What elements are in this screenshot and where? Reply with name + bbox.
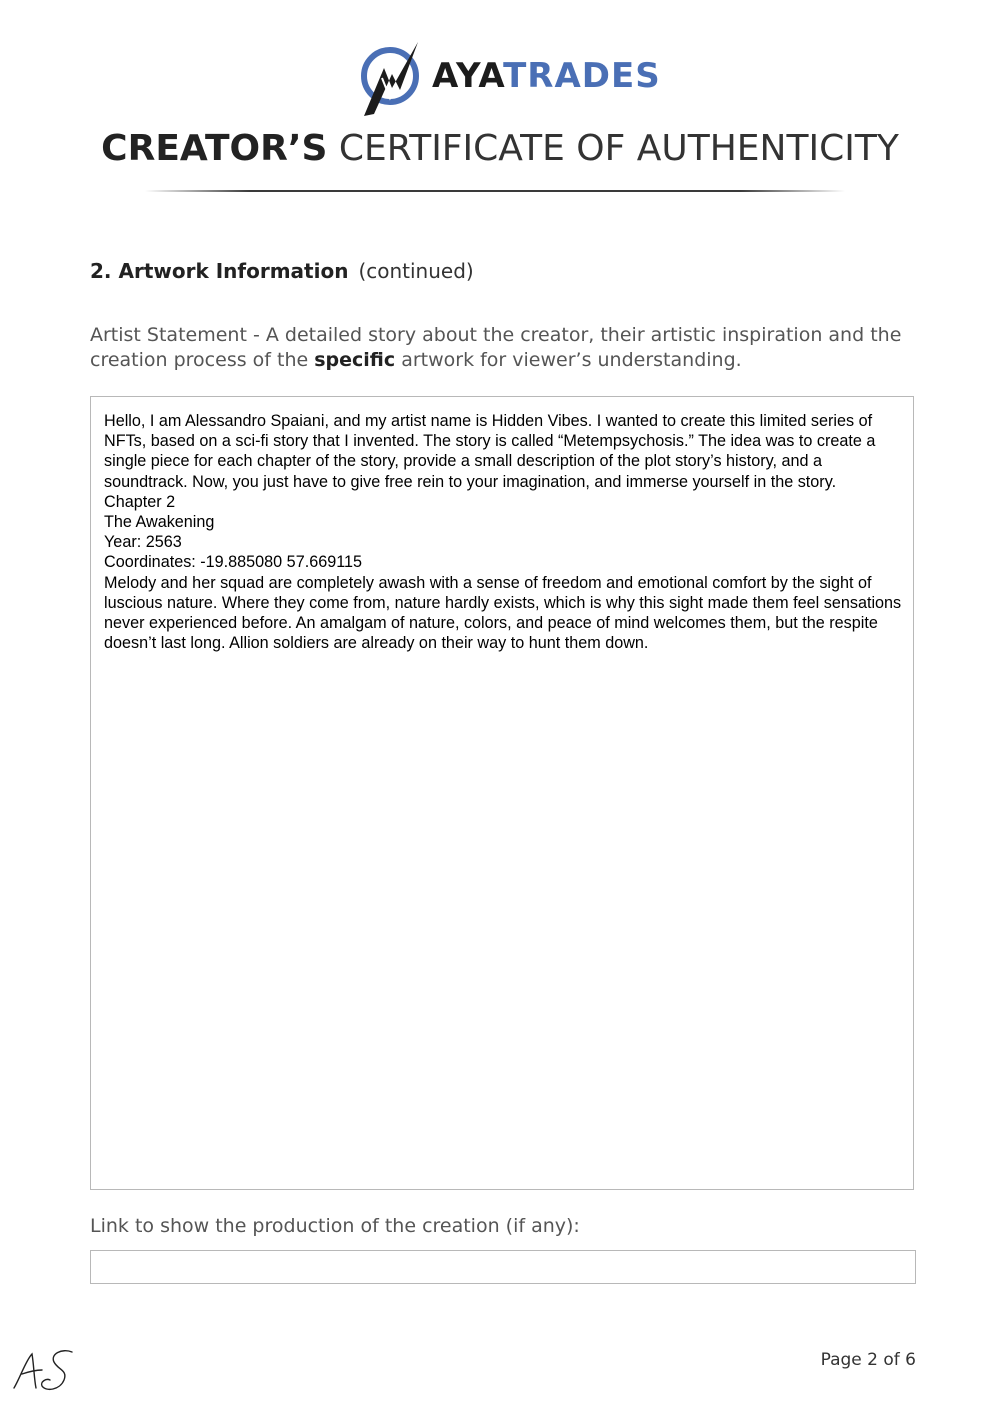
brand-name-part1: AYA [432, 56, 504, 96]
page-number: Page 2 of 6 [820, 1350, 916, 1370]
signature-icon [10, 1348, 80, 1394]
title-divider [145, 190, 845, 192]
artist-statement-text [104, 411, 910, 653]
artist-statement-description [90, 323, 910, 373]
brand-logo [360, 38, 661, 118]
artist-statement-field[interactable] [90, 396, 914, 1190]
certificate-title-light: CERTIFICATE OF AUTHENTICITY [338, 128, 899, 169]
statement-intro: Hello, I am Alessandro Spaiani, and my artist name is Hidden Vibes. I wanted to create this limited series of NFTs, based on a sci-fi story that I invented. The story is called “Metempsychosis.” The idea was to create a single piece for each chapter of the story, provide a small description of the plot story’s history, and a soundtrack. Now, you just have to give free rein to your imagination, and immerse yourself in the story. [104, 412, 876, 491]
statement-chapter-title: The Awakening [104, 513, 215, 532]
statement-chapter: Chapter 2 [104, 492, 176, 511]
brand-name [432, 56, 661, 96]
production-link-input[interactable] [90, 1250, 916, 1284]
brand-name-part2: TRADES [503, 56, 661, 96]
description-text-end: artwork for viewer’s understanding. [395, 349, 742, 371]
signature [10, 1348, 80, 1399]
production-link-label: Link to show the production of the creation (if any): [90, 1215, 580, 1237]
statement-story: Melody and her squad are completely awash with a sense of freedom and emotional comfort by the sight of luscious nature. Where they come from, nature hardly exists, which is why this sight made them feel sensations never experienced before. An amalgam of nature, colors, and peace of mind welcomes them, but the respite doesn’t last long. Allion soldiers are already on their way to hunt them down. [104, 573, 902, 653]
statement-coordinates: Coordinates: -19.885080 57.669115 [104, 553, 363, 572]
description-emphasis: specific [314, 349, 396, 371]
certificate-title [0, 128, 1000, 169]
section-heading-title: 2. Artwork Information [90, 259, 349, 283]
logo-mark-icon [360, 38, 424, 118]
description-text-start: Artist Statement - A detailed story about the creator, their artistic inspiration and the creation process of the [90, 324, 902, 371]
section-heading-suffix: (continued) [358, 259, 474, 283]
certificate-title-bold: CREATOR’S [101, 128, 328, 169]
section-heading [90, 259, 474, 283]
statement-year: Year: 2563 [104, 533, 182, 552]
